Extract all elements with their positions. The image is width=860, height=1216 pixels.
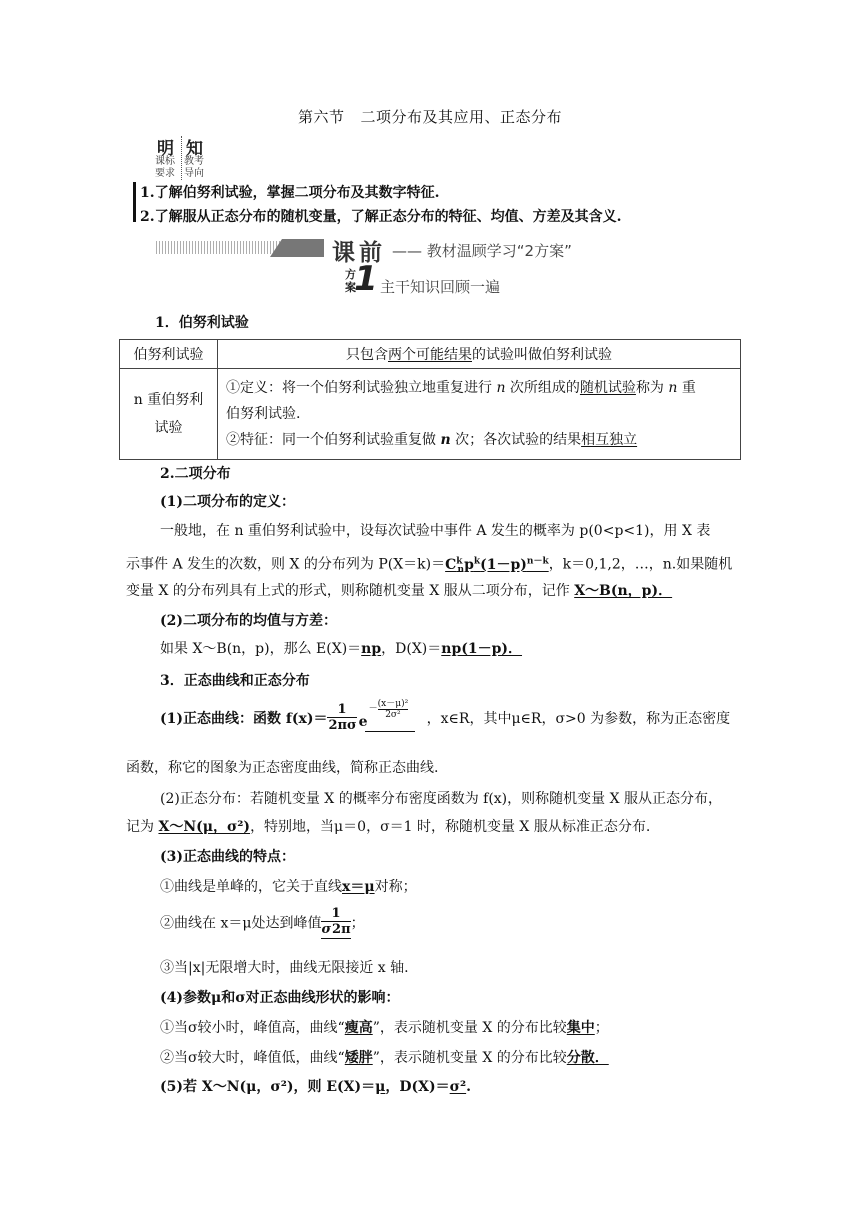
banner-stripe xyxy=(156,241,286,254)
s3-c4 xyxy=(160,987,400,1009)
banner-wedge xyxy=(270,239,282,257)
feat-u: 相互独立 xyxy=(581,432,638,448)
s3-c2-a: (2)正态分布：若随机变量 X 的概率分布密度函数为 f(x)，则称随机变量 X 服从正态分布， xyxy=(160,791,723,807)
fangan-an: 案 xyxy=(345,281,356,294)
goal-2: 2.了解服从正态分布的随机变量，了解正态分布的特征、均值、方差及其含义. xyxy=(140,209,622,225)
s3-c2-u: X～N(μ，σ²) xyxy=(158,819,251,835)
s2-p4-u1: np xyxy=(361,641,382,657)
logo-small-4: 导向 xyxy=(184,168,204,179)
s2-p4-u2: np(1－p)． xyxy=(441,641,523,657)
s2-p3-a: 变量 X 的分布列具有上式的形式，则称随机变量 X 服从二项分布，记作 xyxy=(126,583,575,599)
row1-text-b: 的试验叫做伯努利试验 xyxy=(472,347,612,363)
s3-c1 xyxy=(160,699,731,734)
def-a: ①定义：将一个伯努利试验独立地重复进行 xyxy=(226,380,497,396)
s3-c4-1-b: ”，表示随机变量 X 的分布比较 xyxy=(372,1020,567,1036)
section-3-heading: 3．正态曲线和正态分布 xyxy=(160,673,310,689)
def-c: 称为 xyxy=(635,380,669,396)
s3-c3-1-b: 对称； xyxy=(374,879,417,895)
exp-den: 2σ² xyxy=(385,710,401,720)
s3-c3-3: ③当|x|无限增大时，曲线无限接近 x 轴. xyxy=(160,960,409,976)
s2-h2 xyxy=(160,610,337,632)
peak-fraction xyxy=(321,906,350,939)
s2-p2-supnk: n－k xyxy=(526,556,549,566)
row1-text-a: 只包含 xyxy=(346,347,388,363)
s3-c3-text: (3)正态曲线的特点： xyxy=(160,849,295,865)
s2-h1-text: (1)二项分布的定义： xyxy=(160,494,295,510)
s2-p2-sub: n xyxy=(457,565,465,576)
exp-power xyxy=(369,696,409,720)
exp-underline xyxy=(365,731,415,732)
peak-den-sqrt: 2π xyxy=(332,922,351,937)
s3-c3-2-a: ②曲线在 x＝μ处达到峰值 xyxy=(160,915,322,932)
row1-label: 伯努利试验 xyxy=(120,340,218,369)
s2-p3-u: X～B(n，p)． xyxy=(574,583,673,599)
s3-c5-u1: μ xyxy=(375,1079,386,1095)
density-den-text: 2πσ xyxy=(328,718,357,733)
s3-c4-2-u1: 矮胖 xyxy=(344,1050,373,1066)
s3-c5-b: ，D(X)＝ xyxy=(385,1079,450,1095)
s3-c4-2 xyxy=(160,1047,609,1069)
s3-c3-2 xyxy=(160,906,365,939)
fangan-text: 主干知识回顾一遍 xyxy=(380,278,501,296)
fangan-number: 1 xyxy=(354,259,378,299)
s3-c1-a: (1)正态曲线：函数 f(x)＝ xyxy=(160,711,328,727)
logo-zhi: 知 xyxy=(186,139,203,159)
section-number: 第六节 xyxy=(297,108,345,126)
s3-c4-1-c: ； xyxy=(594,1020,609,1036)
row1-content xyxy=(218,340,741,369)
s2-p2-formula xyxy=(445,556,549,576)
def-u: 随机试验 xyxy=(579,380,636,396)
feat-n: n xyxy=(440,432,451,448)
fangan-fa: 方 xyxy=(345,268,356,281)
exp-term xyxy=(357,699,427,734)
s2-p2-supk2: k xyxy=(473,556,481,566)
def-b: 次所组成的 xyxy=(505,380,580,396)
logo-small-2: 要求 xyxy=(155,168,175,179)
logo-ming: 明 xyxy=(157,139,174,159)
s3-c4-text: (4)参数μ和σ对正态曲线形状的影响： xyxy=(160,990,400,1006)
row1-underlined: 两个可能结果 xyxy=(388,347,472,363)
s3-c3-1 xyxy=(160,876,417,898)
s3-c4-1-u2: 集中 xyxy=(566,1020,595,1036)
exp-minus: － xyxy=(368,703,378,714)
s3-c4-1 xyxy=(160,1017,609,1039)
s2-p4 xyxy=(160,638,522,660)
mingzhi-logo xyxy=(153,134,219,184)
s3-c4-2-u2: 分散． xyxy=(566,1050,609,1066)
s2-p4-b: ，D(X)＝ xyxy=(381,641,442,657)
s3-c2-b: 记为 xyxy=(126,819,159,835)
def-line xyxy=(226,375,732,401)
s3-c2-c: ，特别地，当μ＝0，σ＝1 时，称随机变量 X 服从标准正态分布. xyxy=(250,819,651,835)
s2-h2-text: (2)二项分布的均值与方差： xyxy=(160,613,337,629)
s2-p1: 一般地，在 n 重伯努利试验中，设每次试验中事件 A 发生的概率为 p(0<p<1)，用 X 表 xyxy=(160,523,711,539)
row2-label-2: 试验 xyxy=(154,420,183,436)
row2-label-1: n 重伯努利 xyxy=(133,392,204,408)
s3-c5-u2: σ² xyxy=(449,1079,467,1095)
s3-c5-a: (5)若 X～N(μ，σ²)，则 E(X)＝ xyxy=(160,1079,376,1095)
learning-goals xyxy=(140,181,622,229)
banner-subtitle: —— 教材温顾学习“2方案” xyxy=(392,242,572,260)
peak-den-sigma: σ xyxy=(321,922,332,937)
banner-keqian: 课前 xyxy=(332,240,386,266)
exp-num: (x－μ)² xyxy=(378,696,409,710)
def-d: 重 xyxy=(677,380,696,396)
s2-p2-q: (1－p) xyxy=(480,556,527,573)
logo-small-3: 教考 xyxy=(184,156,204,167)
exp-e: e xyxy=(358,714,368,730)
def-n: n xyxy=(496,380,506,396)
density-den xyxy=(327,718,356,734)
feat-line xyxy=(226,427,732,453)
s3-c1-c: 函数，称它的图象为正态密度曲线，简称正态曲线. xyxy=(126,760,439,776)
goal-1: 1.了解伯努利试验，掌握二项分布及其数字特征. xyxy=(140,185,440,201)
s3-c5 xyxy=(160,1076,471,1098)
s3-c5-c: . xyxy=(466,1079,471,1095)
s3-c3-1-a: ①曲线是单峰的，它关于直线 xyxy=(160,879,342,895)
table-row xyxy=(120,340,741,369)
logo-divider xyxy=(181,136,182,180)
s2-p2 xyxy=(126,550,732,581)
peak-num: 1 xyxy=(321,906,350,922)
section-2-heading: 2.二项分布 xyxy=(160,466,231,482)
peak-den xyxy=(321,922,350,938)
s2-p2-supk: k xyxy=(456,556,463,566)
s2-p2-p: p xyxy=(464,556,474,573)
banner-bar xyxy=(282,239,324,257)
s2-p2-b: ，k＝0,1,2，…，n.如果随机 xyxy=(548,556,733,573)
density-num: 1 xyxy=(327,702,356,718)
s2-p4-a: 如果 X～B(n，p)，那么 E(X)＝ xyxy=(160,641,362,657)
row2-content xyxy=(218,369,741,460)
s3-c1-b: ，x∈R，其中μ∈R，σ>0 为参数，称为正态密度 xyxy=(426,711,731,727)
page-title xyxy=(0,106,860,127)
s3-c4-1-a: ①当σ较小时，峰值高，曲线“ xyxy=(160,1020,345,1036)
s3-c4-2-b: ”，表示随机变量 X 的分布比较 xyxy=(372,1050,567,1066)
s3-c3-2-b: ； xyxy=(350,915,365,932)
s3-c4-2-a: ②当σ较大时，峰值低，曲线“ xyxy=(160,1050,345,1066)
s3-c3 xyxy=(160,846,295,868)
s2-p2-c: C xyxy=(445,556,457,573)
s2-p2-a: 示事件 A 发生的次数，则 X 的分布列为 P(X＝k)＝ xyxy=(126,556,446,573)
goals-bar xyxy=(133,182,136,222)
s2-h1 xyxy=(160,491,295,513)
section-name: 二项分布及其应用、正态分布 xyxy=(360,108,563,126)
feat-b: 次；各次试验的结果 xyxy=(450,432,582,448)
section-1-heading: 1．伯努利试验 xyxy=(155,315,249,331)
logo-small-1: 课标 xyxy=(155,156,175,167)
row2-label xyxy=(120,369,218,460)
def-n2: n xyxy=(668,380,678,396)
s3-c2 xyxy=(126,816,650,838)
bernoulli-table xyxy=(119,339,741,460)
def-line-2: 伯努利试验. xyxy=(226,406,301,422)
density-fraction xyxy=(327,702,356,734)
table-row xyxy=(120,369,741,460)
s2-p3 xyxy=(126,580,672,602)
feat-a: ②特征：同一个伯努利试验重复做 xyxy=(226,432,441,448)
s3-c3-1-u: x＝μ xyxy=(342,879,375,895)
s3-c4-1-u1: 瘦高 xyxy=(344,1020,373,1036)
